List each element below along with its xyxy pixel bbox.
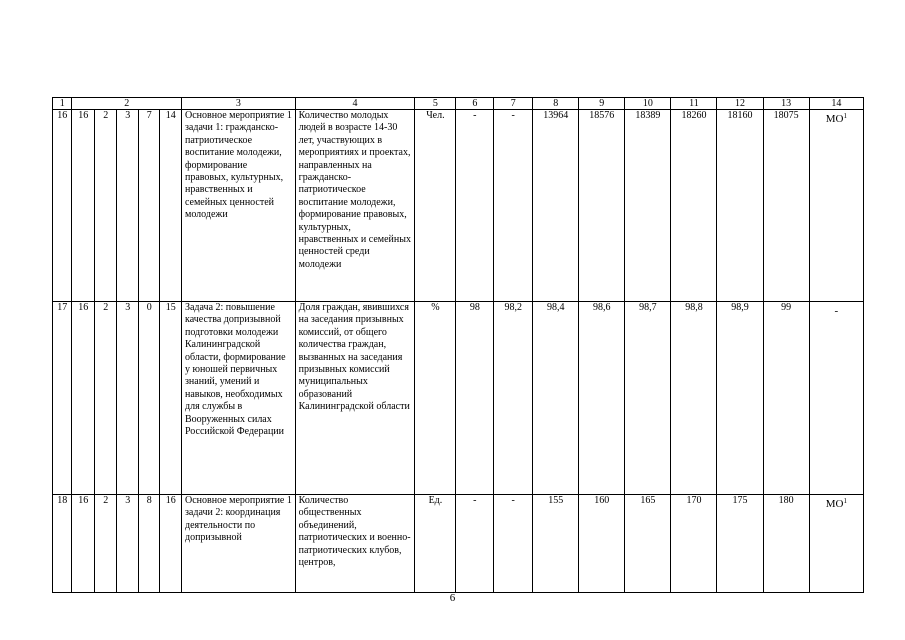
code-cell: 8 — [138, 495, 160, 593]
code-cell: 2 — [94, 495, 117, 593]
page-number: 6 — [449, 592, 456, 604]
header-cell: 6 — [456, 98, 494, 110]
executor-label: МО — [825, 113, 844, 125]
table-row — [53, 110, 864, 302]
value-cell: - — [456, 110, 494, 302]
code-cell: 16 — [72, 110, 95, 302]
value-cell: 18389 — [625, 110, 671, 302]
value-cell: 99 — [763, 302, 809, 495]
value-cell: 98 — [456, 302, 494, 495]
value-cell: 13964 — [533, 110, 579, 302]
header-cell: 5 — [415, 98, 456, 110]
code-cell: 15 — [160, 302, 182, 495]
unit-cell: Ед. — [415, 495, 456, 593]
row-number: 18 — [53, 495, 72, 593]
code-cell: 16 — [72, 495, 95, 593]
header-cell: 13 — [763, 98, 809, 110]
value-cell: - — [456, 495, 494, 593]
value-cell: - — [494, 110, 533, 302]
header-cell: 14 — [809, 98, 863, 110]
code-cell: 3 — [117, 495, 139, 593]
indicator-name: Количество молодых людей в возрасте 14-30 лет, участвующих в мероприятиях и проектах, направленных на гражданско-патриотическое воспитание молодежи, формирование правовых, культурных, нравственных и семейных ценностей среди молодежи — [295, 110, 415, 302]
value-cell: 98,9 — [717, 302, 763, 495]
value-cell: 170 — [671, 495, 717, 593]
value-cell: 180 — [763, 495, 809, 593]
code-cell: 16 — [160, 495, 182, 593]
value-cell: 175 — [717, 495, 763, 593]
unit-cell: % — [415, 302, 456, 495]
code-cell: 2 — [94, 302, 117, 495]
header-cell: 1 — [53, 98, 72, 110]
executor-label: - — [834, 305, 839, 317]
header-cell: 12 — [717, 98, 763, 110]
table-row — [53, 495, 864, 593]
executor-label: МО — [825, 498, 844, 510]
indicator-name: Доля граждан, явившихся на заседания призывных комиссий, от общего количества граждан, вызванных на заседания призывных комиссий муниципальных образований Калининградской области — [295, 302, 415, 495]
code-cell: 2 — [94, 110, 117, 302]
value-cell: 98,8 — [671, 302, 717, 495]
value-cell: 160 — [579, 495, 625, 593]
code-cell: 3 — [117, 302, 139, 495]
footnote-mark: 1 — [843, 112, 847, 120]
header-cell: 11 — [671, 98, 717, 110]
table-row — [53, 302, 864, 495]
code-cell: 0 — [138, 302, 160, 495]
value-cell: 98,4 — [533, 302, 579, 495]
value-cell: 18260 — [671, 110, 717, 302]
header-cell: 4 — [295, 98, 415, 110]
executor-cell — [809, 495, 863, 593]
header-cell: 10 — [625, 98, 671, 110]
event-name: Основное мероприятие 1 задачи 2: координация деятельности по допризывной — [181, 495, 295, 593]
code-cell: 7 — [138, 110, 160, 302]
indicator-name: Количество общественных объединений, патриотических и военно-патриотических клубов, центров, — [295, 495, 415, 593]
value-cell: 98,7 — [625, 302, 671, 495]
value-cell: 18160 — [717, 110, 763, 302]
header-cell: 2 — [72, 98, 182, 110]
header-cell: 7 — [494, 98, 533, 110]
value-cell: - — [494, 495, 533, 593]
value-cell: 18075 — [763, 110, 809, 302]
value-cell: 98,6 — [579, 302, 625, 495]
row-number: 17 — [53, 302, 72, 495]
header-cell: 8 — [533, 98, 579, 110]
header-row — [53, 98, 864, 110]
code-cell: 3 — [117, 110, 139, 302]
value-cell: 165 — [625, 495, 671, 593]
indicators-table — [52, 97, 864, 593]
row-number: 16 — [53, 110, 72, 302]
code-cell: 16 — [72, 302, 95, 495]
code-cell: 14 — [160, 110, 182, 302]
footnote-mark: 1 — [843, 497, 847, 505]
value-cell: 18576 — [579, 110, 625, 302]
event-name: Основное мероприятие 1 задачи 1: гражданско-патриотическое воспитание молодежи, формирование правовых, культурных, нравственных и семейных ценностей молодежи — [181, 110, 295, 302]
executor-cell — [809, 302, 863, 495]
executor-cell — [809, 110, 863, 302]
event-name: Задача 2: повышение качества допризывной подготовки молодежи Калининградской области, формирование у юношей первичных знаний, умений и навыков, необходимых для службы в Вооруженных силах Российской Федерации — [181, 302, 295, 495]
value-cell: 155 — [533, 495, 579, 593]
value-cell: 98,2 — [494, 302, 533, 495]
header-cell: 9 — [579, 98, 625, 110]
header-cell: 3 — [181, 98, 295, 110]
unit-cell: Чел. — [415, 110, 456, 302]
